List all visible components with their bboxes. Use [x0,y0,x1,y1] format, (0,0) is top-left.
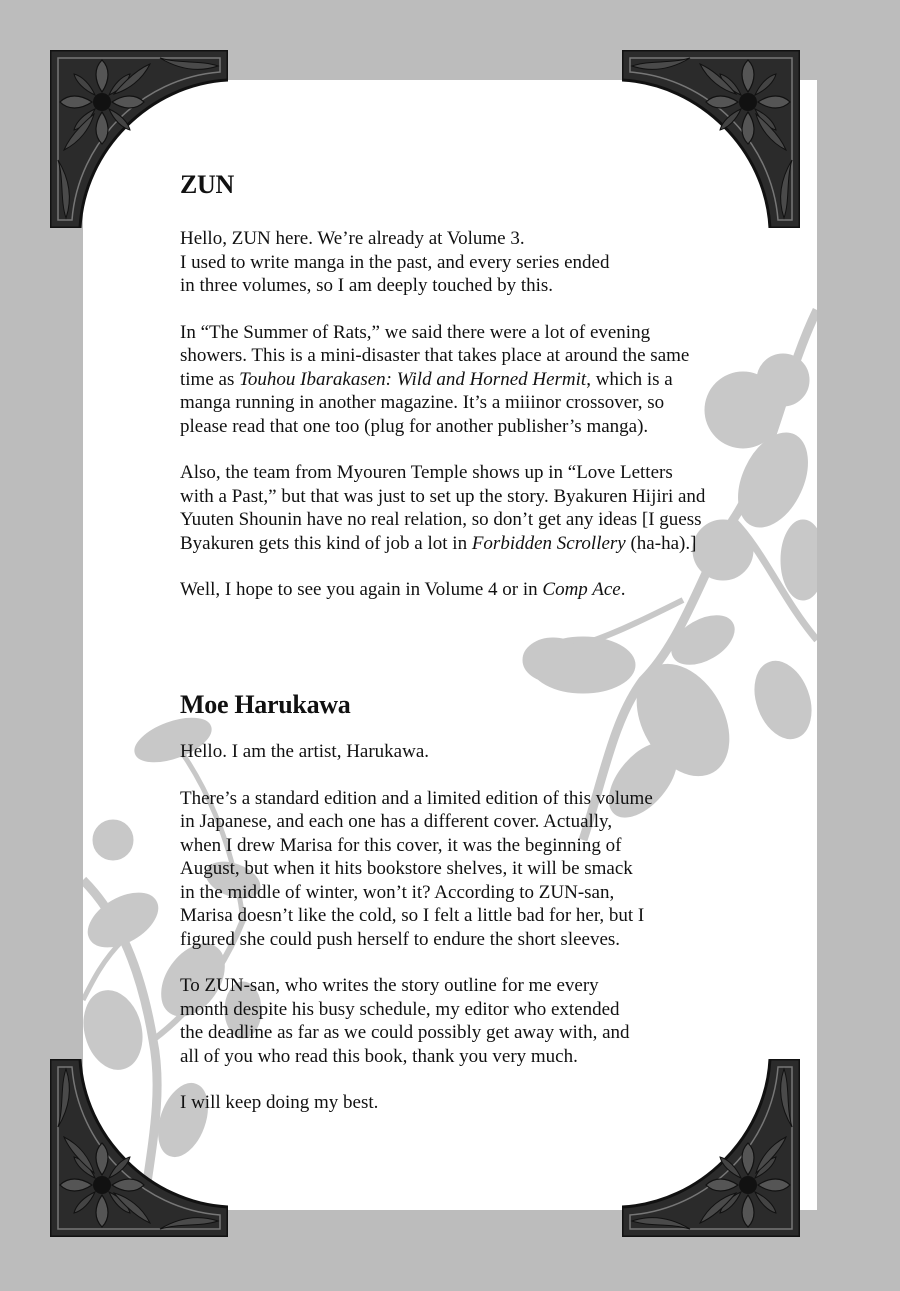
zun-paragraph-3-title: Forbidden Scrollery [471,532,626,554]
zun-paragraph-4-text-b: . [620,579,626,600]
moe-paragraph-2: There’s a standard edition and a limited edition of this volume in Japanese, and each one has a different cover. Actually, when I drew Marisa for this cover, it was the beginning of August, but when it hits bookstore shelves, it will be smack in the middle of winter, won’t it? According to ZUN-san, Marisa doesn’t like the cold, so I felt a little bad for her, but I figured she could push herself to endure the short sleeves. [180,787,653,950]
zun-paragraph-2-text-a: In “The Summer of Rats,” we said there were a lot of evening showers. This is a mini-disaster that takes place at around the same time as [180,321,690,390]
moe-paragraph-3: To ZUN-san, who writes the story outline for me every month despite his busy schedule, my editor who extended the deadline as far as we could possibly get away with, and all of you who read this book, thank you very much. [180,975,630,1067]
zun-paragraph-3-text-b: (ha-ha).] [625,532,697,554]
zun-paragraph-4-text-a: Well, I hope to see you again in Volume 4 or in [180,579,543,600]
zun-paragraph-4-title: Comp Ace [542,579,621,600]
ornament-corner-bottom-left-icon [50,1059,228,1237]
ornament-corner-top-left-icon [50,50,228,228]
moe-paragraph-1: Hello. I am the artist, Harukawa. [180,741,430,762]
zun-paragraph-1: Hello, ZUN here. We’re already at Volume 3. I used to write manga in the past, and every series ended in three volumes, so I am deeply touched by this. [180,228,610,296]
zun-paragraph-2-text-b: , which is a manga running in another magazine. It’s a miiinor crossover, so please read that one too (plug for another publisher’s manga). [180,368,673,437]
moe-paragraph-4: I will keep doing my best. [180,1092,379,1113]
zun-paragraph-4 [180,578,740,602]
ornament-corner-top-right-icon [622,50,800,228]
zun-paragraph-3 [180,461,740,555]
zun-paragraph-2 [180,321,740,439]
article-body [180,170,740,1113]
zun-paragraph-3-text-a: Also, the team from Myouren Temple shows up in “Love Letters with a Past,” but that was just to set up the story. Byakuren Hijiri and Yuuten Shounin have no real relation, so don’t get any ideas [I guess Byakuren gets this kind of job a lot in [180,462,706,554]
zun-paragraph-2-title: Touhou Ibarakasen: Wild and Horned Hermit [239,368,587,390]
ornament-corner-bottom-right-icon [622,1059,800,1237]
page-sheet [83,80,817,1210]
heading-zun: ZUN [180,170,234,199]
heading-moe-harukawa: Moe Harukawa [180,690,351,719]
